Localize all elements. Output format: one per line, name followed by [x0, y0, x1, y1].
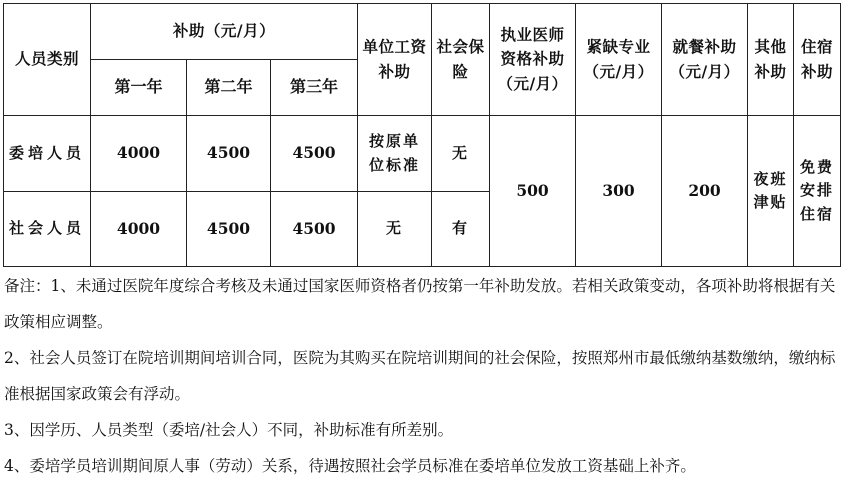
table-row	[4, 116, 841, 192]
row-category: 委培人员	[4, 116, 91, 192]
row-year2: 4500	[187, 192, 271, 267]
header-year2: 第二年	[187, 60, 271, 116]
shared-scarce-major: 300	[576, 116, 662, 267]
row-year3: 4500	[271, 116, 358, 192]
header-year1: 第一年	[91, 60, 187, 116]
header-year3: 第三年	[271, 60, 358, 116]
row-year3: 4500	[271, 192, 358, 267]
row-unit-wage: 按原单位标准	[358, 116, 432, 192]
shared-other: 夜班津贴	[748, 116, 794, 267]
header-meal: 就餐补助（元/月）	[662, 4, 748, 116]
header-category: 人员类别	[4, 4, 91, 116]
subsidy-table	[3, 3, 841, 267]
header-other: 其他补助	[748, 4, 794, 116]
row-year2: 4500	[187, 116, 271, 192]
shared-housing: 免费安排住宿	[794, 116, 841, 267]
header-unit-wage: 单位工资补助	[358, 4, 432, 116]
shared-meal: 200	[662, 116, 748, 267]
note-3: 3、因学历、人员类型（委培/社会人）不同，补助标准有所差别。	[4, 421, 454, 439]
note-4: 4、委培学员培训期间原人事（劳动）关系，待遇按照社会学员标准在委培单位发放工资基础上补齐。	[4, 457, 696, 475]
row-year1: 4000	[91, 192, 187, 267]
shared-physician-license: 500	[490, 116, 576, 267]
row-social-insurance: 无	[432, 116, 490, 192]
row-category: 社会人员	[4, 192, 91, 267]
note-2: 2、社会人员签订在院培训期间培训合同，医院为其购买在院培训期间的社会保险，按照郑州市最低缴纳基数缴纳，缴纳标准根据国家政策会有浮动。	[4, 349, 836, 403]
row-year1: 4000	[91, 116, 187, 192]
notes-section	[4, 268, 842, 484]
header-subsidy: 补助（元/月）	[91, 4, 358, 60]
header-social-insurance: 社会保险	[432, 4, 490, 116]
header-scarce-major: 紧缺专业（元/月）	[576, 4, 662, 116]
header-physician-license: 执业医师资格补助（元/月）	[490, 4, 576, 116]
row-unit-wage: 无	[358, 192, 432, 267]
header-housing: 住宿补助	[794, 4, 841, 116]
row-social-insurance: 有	[432, 192, 490, 267]
note-1: 备注：1、未通过医院年度综合考核及未通过国家医师资格者仍按第一年补助发放。若相关政策变动，各项补助将根据有关政策相应调整。	[4, 277, 836, 331]
